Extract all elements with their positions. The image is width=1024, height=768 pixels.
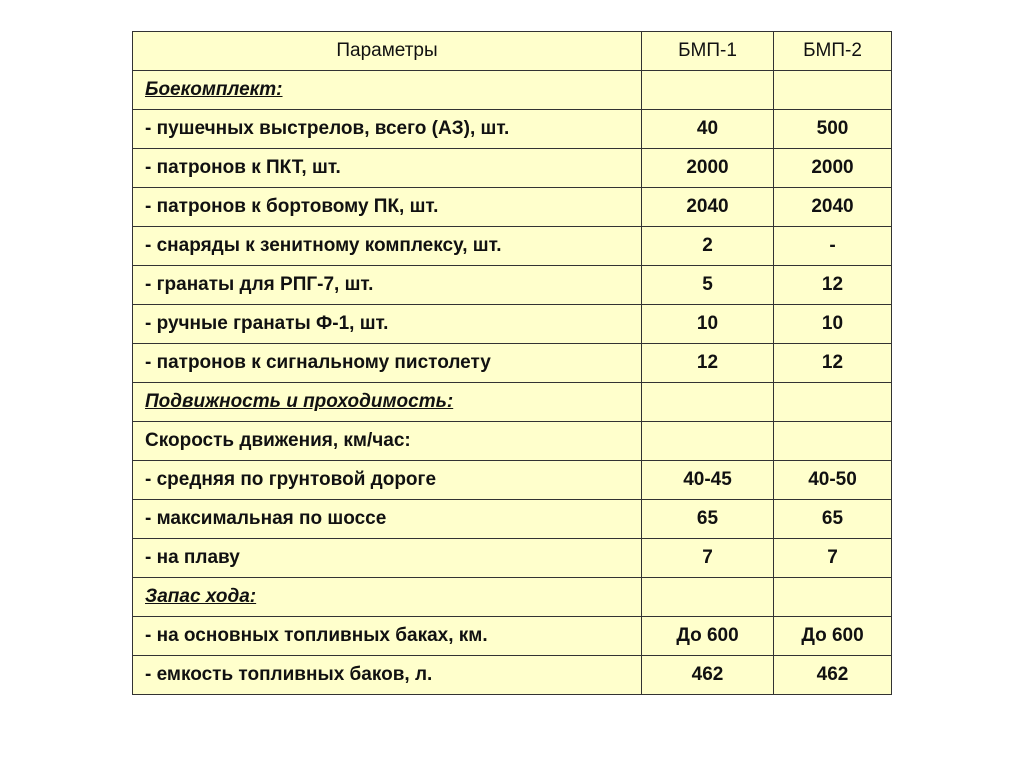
table-row	[133, 149, 892, 188]
param-label: Скорость движения, км/час:	[133, 422, 642, 461]
table-row	[133, 305, 892, 344]
section-row	[133, 383, 892, 422]
bmp1-value: 5	[642, 266, 774, 305]
table-row	[133, 188, 892, 227]
bmp1-value: 462	[642, 656, 774, 695]
bmp1-value: 12	[642, 344, 774, 383]
bmp1-value: 7	[642, 539, 774, 578]
bmp2-value: 12	[774, 344, 892, 383]
bmp2-value: 500	[774, 110, 892, 149]
bmp1-value: До 600	[642, 617, 774, 656]
param-label: - пушечных выстрелов, всего (АЗ), шт.	[133, 110, 642, 149]
bmp1-value	[642, 422, 774, 461]
bmp1-value: 40-45	[642, 461, 774, 500]
bmp2-value: 65	[774, 500, 892, 539]
table-row	[133, 227, 892, 266]
table-row	[133, 266, 892, 305]
section-label: Запас хода:	[133, 578, 642, 617]
bmp2-value	[774, 422, 892, 461]
bmp2-value: -	[774, 227, 892, 266]
bmp2-value: 462	[774, 656, 892, 695]
bmp2-value: 10	[774, 305, 892, 344]
param-label: - патронов к ПКТ, шт.	[133, 149, 642, 188]
section-row	[133, 71, 892, 110]
table-row	[133, 617, 892, 656]
param-label: - на основных топливных баках, км.	[133, 617, 642, 656]
bmp1-value: 2040	[642, 188, 774, 227]
table-row	[133, 539, 892, 578]
bmp1-value	[642, 578, 774, 617]
section-row	[133, 578, 892, 617]
param-label: - средняя по грунтовой дороге	[133, 461, 642, 500]
bmp1-value	[642, 383, 774, 422]
section-label: Подвижность и проходимость:	[133, 383, 642, 422]
table-row	[133, 656, 892, 695]
bmp2-value: 12	[774, 266, 892, 305]
bmp2-value: 2000	[774, 149, 892, 188]
bmp2-value	[774, 383, 892, 422]
bmp1-value: 10	[642, 305, 774, 344]
specs-table	[132, 31, 892, 695]
bmp2-value: 7	[774, 539, 892, 578]
bmp2-value	[774, 71, 892, 110]
table-header-row	[133, 32, 892, 71]
bmp2-value	[774, 578, 892, 617]
bmp1-value: 40	[642, 110, 774, 149]
specs-table-container	[132, 31, 892, 695]
header-param: Параметры	[133, 32, 642, 71]
param-label: - снаряды к зенитному комплексу, шт.	[133, 227, 642, 266]
param-label: - емкость топливных баков, л.	[133, 656, 642, 695]
bmp1-value	[642, 71, 774, 110]
table-row	[133, 344, 892, 383]
param-label: - ручные гранаты Ф-1, шт.	[133, 305, 642, 344]
table-body	[133, 71, 892, 695]
param-label: - патронов к бортовому ПК, шт.	[133, 188, 642, 227]
param-label: - на плаву	[133, 539, 642, 578]
table-row	[133, 461, 892, 500]
table-row	[133, 500, 892, 539]
param-label: - максимальная по шоссе	[133, 500, 642, 539]
bmp1-value: 2000	[642, 149, 774, 188]
param-label: - патронов к сигнальному пистолету	[133, 344, 642, 383]
table-row	[133, 110, 892, 149]
header-bmp1: БМП-1	[642, 32, 774, 71]
bmp1-value: 65	[642, 500, 774, 539]
section-label: Боекомплект:	[133, 71, 642, 110]
bmp1-value: 2	[642, 227, 774, 266]
bmp2-value: 40-50	[774, 461, 892, 500]
bmp2-value: 2040	[774, 188, 892, 227]
table-row	[133, 422, 892, 461]
header-bmp2: БМП-2	[774, 32, 892, 71]
bmp2-value: До 600	[774, 617, 892, 656]
param-label: - гранаты для РПГ-7, шт.	[133, 266, 642, 305]
